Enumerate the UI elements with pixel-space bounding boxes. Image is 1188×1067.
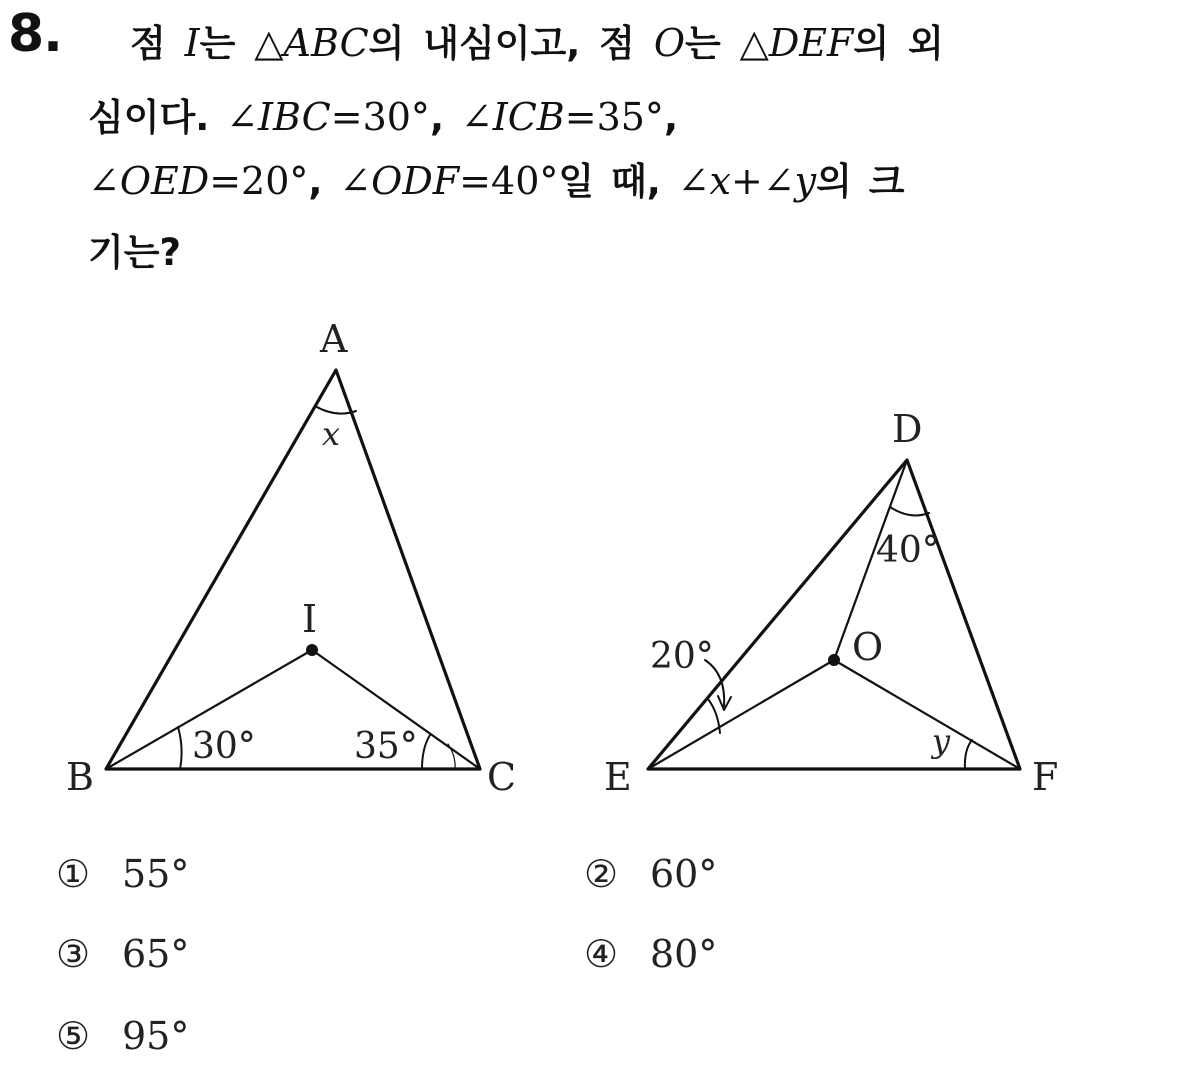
choice-2-value: 60° <box>650 852 718 896</box>
choice-1[interactable] <box>56 852 189 896</box>
q3-value-OED: =20° <box>209 159 309 203</box>
angle-b-label: 30° <box>192 726 256 767</box>
incenter-i-label: I <box>302 597 318 641</box>
choice-1-value: 55° <box>122 852 190 896</box>
q3-comma: , <box>308 160 340 203</box>
choice-3-value: 65° <box>122 932 190 976</box>
q2-angle-IBC: ∠IBC <box>226 95 331 139</box>
circumcenter-point <box>828 654 840 666</box>
choice-5-number: ⑤ <box>56 1014 91 1058</box>
q1-triangle-symbol-2: △ <box>739 21 769 65</box>
circumcenter-o-label: O <box>852 625 884 669</box>
choice-4[interactable] <box>584 932 717 976</box>
choice-5[interactable] <box>56 1014 189 1058</box>
q2-value-IBC: =30° <box>330 95 430 139</box>
q3-plus: + <box>730 159 763 203</box>
q2-comma-2: , <box>663 96 678 139</box>
triangle-abc <box>106 370 480 769</box>
triangle-def <box>648 460 1020 769</box>
arc-angle-b <box>178 727 182 769</box>
vertex-f-label: F <box>1032 755 1059 799</box>
choice-2[interactable] <box>584 852 717 896</box>
q1-triangle-ABC: ABC <box>283 21 369 65</box>
figure-triangle-abc <box>106 370 480 769</box>
q3-text-when: 일 때, <box>558 160 678 203</box>
choice-3[interactable] <box>56 932 189 976</box>
choice-4-value: 80° <box>650 932 718 976</box>
q1-text-2: 는 <box>199 22 255 65</box>
q1-triangle-symbol-1: △ <box>254 21 284 65</box>
choice-5-value: 95° <box>122 1014 190 1058</box>
q3-angle-ODF: ∠ODF <box>339 159 460 203</box>
choice-4-number: ④ <box>584 932 619 976</box>
vertex-b-label: B <box>66 755 94 799</box>
q2-text-1: 심이다. <box>88 96 227 139</box>
q2-angle-ICB: ∠ICB <box>460 95 565 139</box>
q3-value-ODF: =40° <box>459 159 559 203</box>
q2-comma-1: , <box>429 96 461 139</box>
angle-y-label: y <box>932 722 951 760</box>
choice-1-number: ① <box>56 852 91 896</box>
q1-text-5: 의 외 <box>853 22 944 65</box>
question-line-4: 기는? <box>88 231 181 274</box>
q1-point-O: O <box>653 21 685 65</box>
q3-angle-OED: ∠OED <box>88 159 210 203</box>
q3-angle-x: ∠x <box>677 159 731 203</box>
q1-text-3: 의 내심이고, 점 <box>368 22 654 65</box>
q2-value-ICB: =35° <box>564 95 664 139</box>
incenter-point <box>306 644 318 656</box>
vertex-d-label: D <box>892 407 923 451</box>
vertex-e-label: E <box>604 755 632 799</box>
vertex-a-label: A <box>320 317 348 361</box>
arc-angle-f <box>965 740 972 769</box>
q3-text-end: 의 크 <box>816 160 905 203</box>
angle-c-label: 35° <box>354 726 418 767</box>
angle-e-label: 20° <box>650 636 714 677</box>
q3-angle-y: ∠y <box>762 159 817 203</box>
q1-triangle-DEF: DEF <box>768 21 854 65</box>
q1-text-4: 는 <box>684 22 740 65</box>
q1-text-1: 점 <box>130 22 185 65</box>
choice-2-number: ② <box>584 852 619 896</box>
vertex-c-label: C <box>487 755 517 799</box>
choice-3-number: ③ <box>56 932 91 976</box>
angle-x-label: x <box>322 415 341 453</box>
question-number: 8. <box>8 4 62 64</box>
arc-angle-c <box>422 735 430 769</box>
q1-point-I: I <box>184 21 200 65</box>
angle-d-label: 40° <box>876 530 940 571</box>
segment-of <box>834 660 1020 769</box>
figure-triangle-def <box>648 460 1020 769</box>
